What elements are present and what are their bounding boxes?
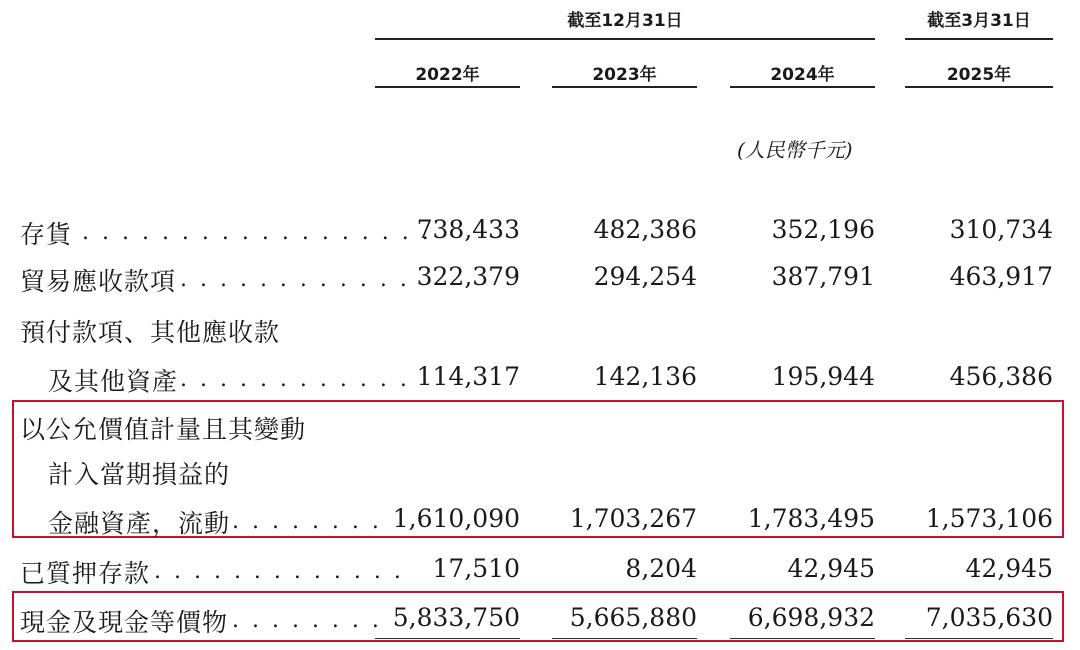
value-2024: 6,698,932 [747, 603, 875, 632]
value-2022: 5,833,750 [392, 603, 520, 632]
row-label: 現金及現金等價物 [20, 608, 229, 637]
leader-dots: . . . . . . . . [232, 509, 382, 534]
value-2025: 7,035,630 [925, 603, 1053, 632]
value-2023: 294,254 [593, 262, 697, 291]
period-group-rule [375, 38, 875, 40]
period-group-header: 截至12月31日 [567, 11, 683, 31]
value-2022: 322,379 [416, 262, 520, 291]
year-rule-2025 [905, 86, 1053, 88]
year-rule-2022 [375, 86, 520, 88]
value-2022: 17,510 [432, 554, 520, 583]
value-2024: 195,944 [771, 362, 875, 391]
year-header-2022: 2022年 [415, 65, 480, 85]
year-header-2024: 2024年 [770, 65, 835, 85]
row-label-continued: 及其他資產 [48, 367, 179, 396]
value-2023: 5,665,880 [569, 603, 697, 632]
leader-dots: . . . . . . . . . . . . [180, 367, 410, 392]
row-label: 存貨 [20, 220, 73, 249]
leader-dots: . . . . . . . . [232, 608, 382, 633]
value-2025: 310,734 [949, 215, 1053, 244]
value-2025: 456,386 [949, 362, 1053, 391]
value-2024: 1,783,495 [747, 504, 875, 533]
row-label: 預付款項、其他應收款 [20, 318, 281, 347]
value-2023: 1,703,267 [569, 504, 697, 533]
year-rule-2023 [552, 86, 697, 88]
year-header-2025: 2025年 [946, 65, 1012, 85]
value-2024: 42,945 [787, 554, 875, 583]
row-label-continued: 金融資產，流動 [48, 509, 231, 538]
row-label: 以公允價值計量且其變動 [20, 415, 307, 444]
value-2025: 1,573,106 [925, 504, 1053, 533]
value-2025: 42,945 [965, 554, 1053, 583]
value-2023: 8,204 [625, 554, 697, 583]
total-rule-2025 [905, 638, 1053, 639]
year-header-2023: 2023年 [592, 65, 657, 85]
leader-dots: . . . . . . . . . . . . . [154, 559, 404, 584]
value-2024: 352,196 [771, 215, 875, 244]
value-2025: 463,917 [949, 262, 1053, 291]
leader-dots: . . . . . . . . . . . . . . . . . . [82, 220, 432, 245]
value-2023: 482,386 [593, 215, 697, 244]
value-2022: 1,610,090 [392, 504, 520, 533]
quarter-header: 截至3月31日 [927, 11, 1031, 31]
row-label-continued: 計入當期損益的 [48, 460, 231, 489]
quarter-rule [905, 38, 1053, 40]
total-rule-2023 [552, 638, 697, 639]
leader-dots: . . . . . . . . . . . . [180, 267, 410, 292]
total-rule-2022 [375, 638, 520, 639]
value-2022: 114,317 [416, 362, 520, 391]
row-label: 已質押存款 [20, 559, 151, 588]
row-label: 貿易應收款項 [20, 267, 177, 296]
value-2024: 387,791 [771, 262, 875, 291]
total-rule-2024 [730, 638, 875, 639]
year-rule-2024 [730, 86, 875, 88]
value-2023: 142,136 [593, 362, 697, 391]
value-2022: 738,433 [416, 215, 520, 244]
unit-label: (人民幣千元) [737, 138, 853, 162]
